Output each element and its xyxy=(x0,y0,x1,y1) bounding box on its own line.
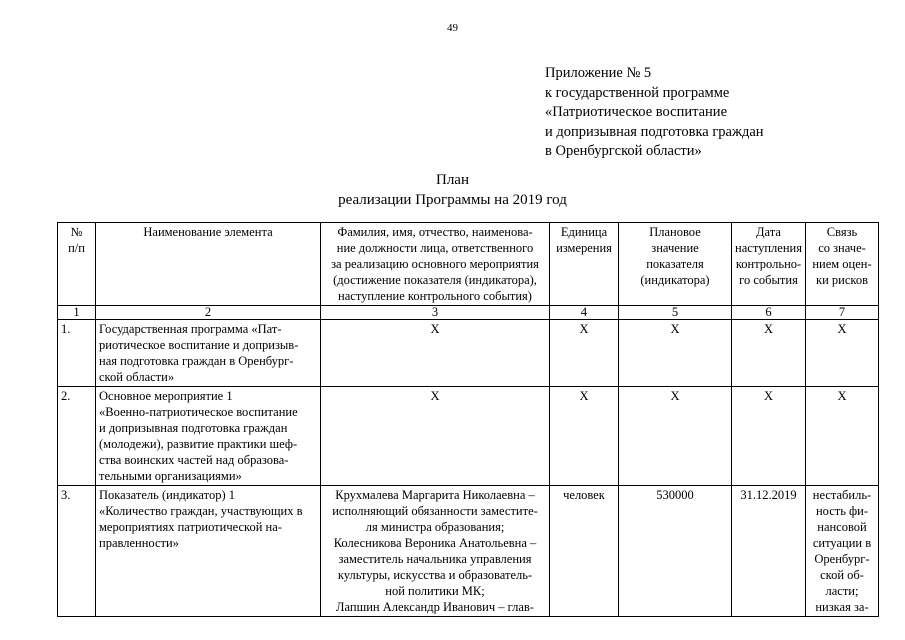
column-number: 4 xyxy=(550,306,619,320)
row-element-name xyxy=(96,486,321,617)
text-line: исполняющий обязанности заместите- xyxy=(332,504,538,518)
row-unit: человек xyxy=(550,486,619,617)
row-risk xyxy=(806,320,879,387)
column-number: 6 xyxy=(732,306,806,320)
plan-title xyxy=(0,170,905,210)
row-element-name xyxy=(96,320,321,387)
text-line: ской об- xyxy=(820,568,864,582)
text-line: ная подготовка граждан в Оренбург- xyxy=(99,354,294,368)
header-line: (достижение показателя (индикатора), xyxy=(333,273,537,287)
header-line: Единица xyxy=(560,225,608,239)
text-line: «Военно-патриотическое воспитание xyxy=(99,405,298,419)
row-unit: X xyxy=(550,387,619,486)
header-cell-number xyxy=(58,223,96,306)
appendix-line: и допризывная подготовка граждан xyxy=(545,123,764,140)
column-number-row xyxy=(58,306,879,320)
text-line: ства воинских частей над образова- xyxy=(99,453,289,467)
text-line: нансовой xyxy=(817,520,867,534)
header-line: № xyxy=(70,225,83,239)
text-line: нестабиль- xyxy=(812,488,872,502)
column-number: 3 xyxy=(321,306,550,320)
text-line: Показатель (индикатор) 1 xyxy=(99,488,235,502)
table-header-row xyxy=(58,223,879,306)
text-line: ской области» xyxy=(99,370,175,384)
header-cell-event-date xyxy=(732,223,806,306)
title-line: План xyxy=(435,172,469,188)
appendix-line: в Оренбургской области» xyxy=(545,143,702,159)
page-number: 49 xyxy=(447,22,458,34)
appendix-caption xyxy=(545,64,764,162)
row-number: 2. xyxy=(58,387,96,486)
row-risk xyxy=(806,486,879,617)
header-line: наступления xyxy=(735,241,802,255)
text-line: тельными организациями» xyxy=(99,469,242,483)
header-line: показателя xyxy=(646,257,704,271)
header-line: Наименование элемента xyxy=(143,225,273,239)
text-line: заместитель начальника управления xyxy=(338,552,532,566)
table-row xyxy=(58,320,879,387)
text-line: X xyxy=(837,322,847,336)
appendix-line: «Патриотическое воспитание xyxy=(545,104,728,120)
row-planned-value: 530000 xyxy=(619,486,732,617)
header-line: ки рисков xyxy=(816,273,868,287)
header-line: за реализацию основного мероприятия xyxy=(331,257,539,271)
row-responsible xyxy=(321,486,550,617)
text-line: и допризывная подготовка граждан xyxy=(99,421,288,435)
text-line: ля министра образования; xyxy=(365,520,505,534)
header-line: Плановое xyxy=(649,225,701,239)
header-line: (индикатора) xyxy=(640,273,710,287)
text-line: ласти; xyxy=(825,584,859,598)
header-cell-planned-value xyxy=(619,223,732,306)
text-line: (молодежи), развитие практики шеф- xyxy=(99,437,298,451)
title-line: реализации Программы на 2019 год xyxy=(338,192,567,208)
column-number: 7 xyxy=(806,306,879,320)
text-line: X xyxy=(430,389,440,403)
text-line: мероприятиях патриотической на- xyxy=(99,520,282,534)
appendix-line: Приложение № 5 xyxy=(545,65,652,81)
header-line: Связь xyxy=(826,225,858,239)
row-number: 3. xyxy=(58,486,96,617)
header-cell-responsible xyxy=(321,223,550,306)
text-line: Крухмалева Маргарита Николаевна – xyxy=(335,488,535,502)
table-row xyxy=(58,486,879,617)
text-line: X xyxy=(430,322,440,336)
row-number: 1. xyxy=(58,320,96,387)
table-row xyxy=(58,387,879,486)
row-planned-value: X xyxy=(619,387,732,486)
text-line: культуры, искусства и образователь- xyxy=(337,568,533,582)
header-line: значение xyxy=(651,241,699,255)
header-line: контрольно- xyxy=(735,257,802,271)
header-line: нием оцен- xyxy=(812,257,872,271)
column-number: 5 xyxy=(619,306,732,320)
text-line: риотическое воспитание и допризыв- xyxy=(99,338,299,352)
text-line: Оренбург- xyxy=(814,552,870,566)
appendix-line: к государственной программе xyxy=(545,84,730,101)
header-line: Фамилия, имя, отчество, наименова- xyxy=(337,225,533,239)
plan-table xyxy=(57,222,879,617)
text-line: ной политики МК; xyxy=(385,584,485,598)
header-line: п/п xyxy=(68,241,85,255)
row-element-name xyxy=(96,387,321,486)
text-line: X xyxy=(837,389,847,403)
text-line: Государственная программа «Пат- xyxy=(99,322,282,336)
row-event-date: X xyxy=(732,387,806,486)
header-cell-unit xyxy=(550,223,619,306)
header-line: наступление контрольного события) xyxy=(338,289,532,303)
text-line: ность фи- xyxy=(815,504,869,518)
text-line: «Количество граждан, участвующих в xyxy=(99,504,303,518)
header-line: го события xyxy=(739,273,798,287)
text-line: Колесникова Вероника Анатольевна – xyxy=(333,536,537,550)
text-line: ситуации в xyxy=(812,536,872,550)
text-line: правленности» xyxy=(99,536,179,550)
row-event-date: X xyxy=(732,320,806,387)
text-line: низкая за- xyxy=(815,600,869,614)
row-planned-value: X xyxy=(619,320,732,387)
text-line: Основное мероприятие 1 xyxy=(99,389,233,403)
column-number: 1 xyxy=(58,306,96,320)
header-line: измерения xyxy=(556,241,612,255)
row-responsible xyxy=(321,320,550,387)
row-unit: X xyxy=(550,320,619,387)
header-line: Дата xyxy=(756,225,781,239)
header-cell-element-name xyxy=(96,223,321,306)
text-line: Лапшин Александр Иванович – глав- xyxy=(336,600,534,614)
header-cell-risk xyxy=(806,223,879,306)
row-risk xyxy=(806,387,879,486)
header-line: ние должности лица, ответственного xyxy=(336,241,534,255)
row-responsible xyxy=(321,387,550,486)
header-line: со значе- xyxy=(818,241,866,255)
column-number: 2 xyxy=(96,306,321,320)
row-event-date: 31.12.2019 xyxy=(732,486,806,617)
